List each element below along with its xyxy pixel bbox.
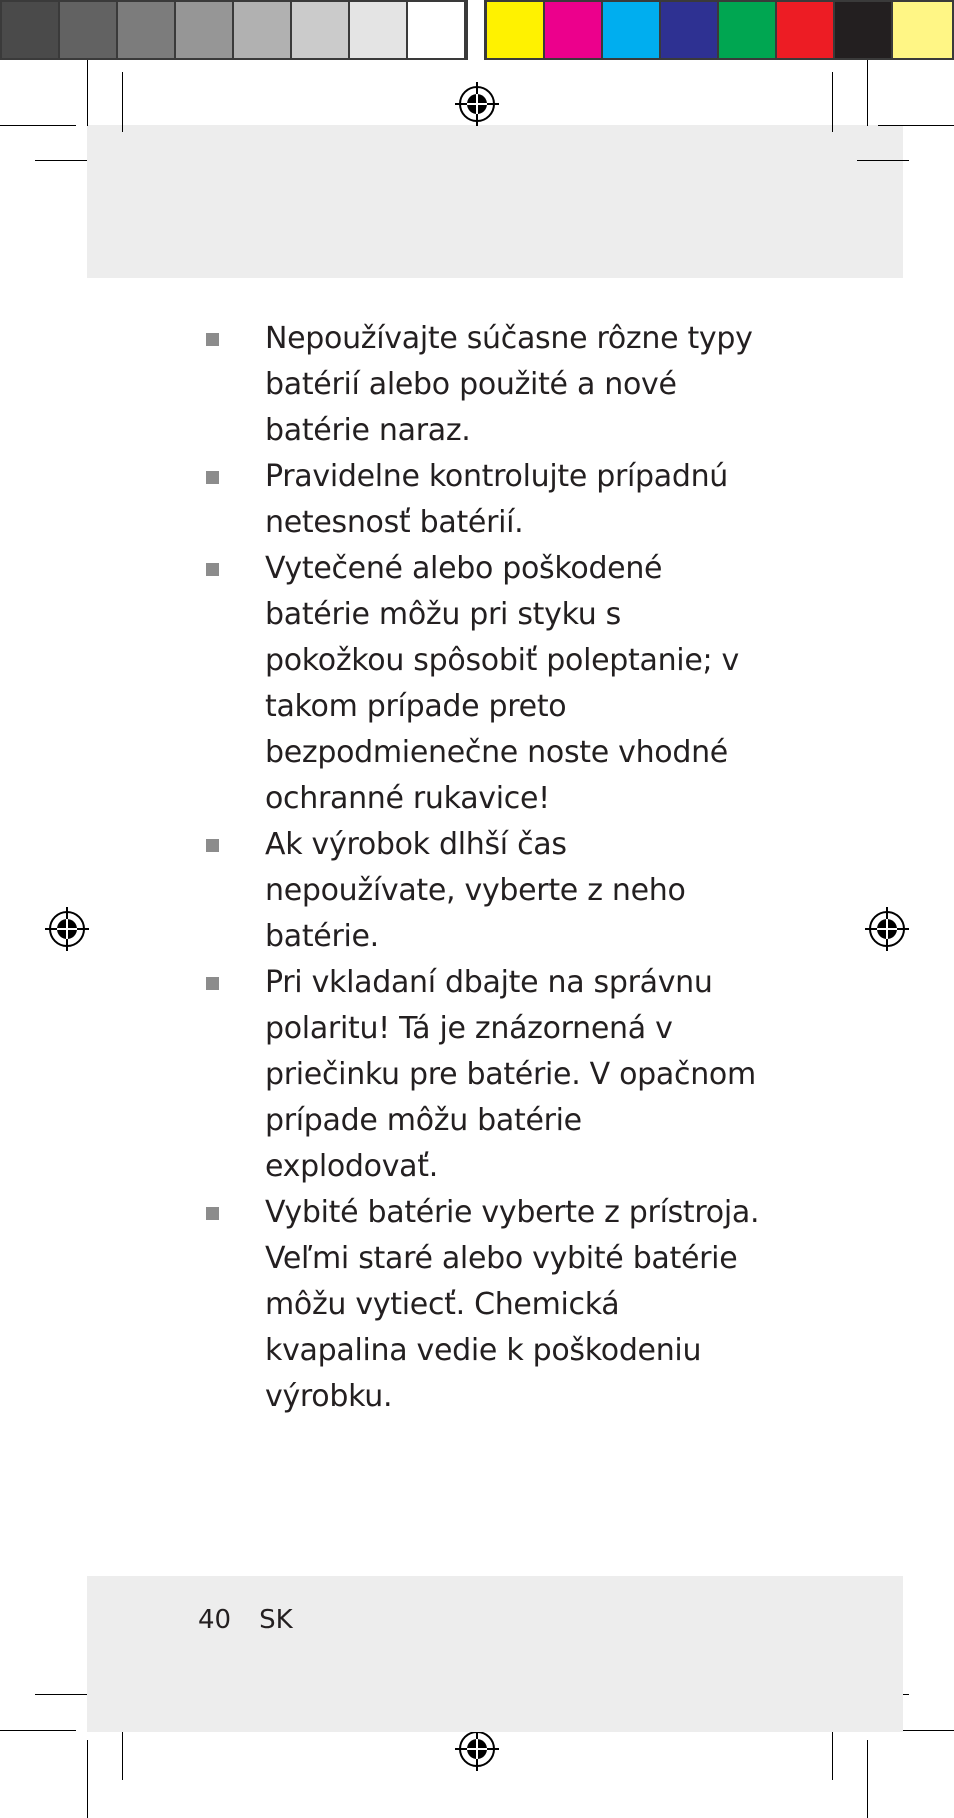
- color-swatch: [603, 2, 659, 58]
- crop-mark: [0, 125, 76, 126]
- color-swatch: [777, 2, 833, 58]
- header-band: [87, 125, 903, 278]
- square-bullet-icon: [206, 471, 219, 484]
- registration-mark-icon: [43, 905, 91, 953]
- gray-swatch: [234, 2, 290, 58]
- list-item-text: Vybité batérie vyberte z prístroja. Veľmi staré alebo vybité batérie môžu vytiecť. Chemická kvapalina vedie k poškodeniu výrobku.: [265, 1195, 760, 1414]
- square-bullet-icon: [206, 977, 219, 990]
- crop-mark: [87, 1740, 88, 1818]
- safety-instructions: [200, 316, 760, 1420]
- list-item: [200, 316, 760, 454]
- list-item-text: Ak výrobok dlhší čas nepoužívate, vyberte z neho batérie.: [265, 827, 686, 954]
- crop-mark: [867, 60, 868, 126]
- square-bullet-icon: [206, 333, 219, 346]
- registration-mark-icon: [453, 80, 501, 128]
- crop-mark: [878, 125, 954, 126]
- color-swatch: [661, 2, 717, 58]
- registration-mark-icon: [453, 1725, 501, 1773]
- square-bullet-icon: [206, 1207, 219, 1220]
- gray-swatch: [60, 2, 116, 58]
- registration-mark-icon: [863, 905, 911, 953]
- gray-swatch: [350, 2, 406, 58]
- list-item-text: Vytečené alebo poškodené batérie môžu pri styku s pokožkou spôsobiť poleptanie; v takom prípade preto bezpodmienečne noste vhodné ochranné rukavice!: [265, 551, 739, 816]
- gray-swatch: [2, 2, 58, 58]
- list-item: [200, 454, 760, 546]
- crop-mark: [857, 160, 909, 161]
- crop-mark: [87, 60, 88, 126]
- color-swatch: [719, 2, 775, 58]
- gray-swatch: [292, 2, 348, 58]
- page-number: 40: [198, 1605, 232, 1635]
- page-footer: [198, 1605, 321, 1635]
- square-bullet-icon: [206, 563, 219, 576]
- crop-mark: [35, 1694, 87, 1695]
- gray-swatch: [118, 2, 174, 58]
- list-item: [200, 546, 760, 822]
- color-swatch: [835, 2, 891, 58]
- crop-mark: [832, 72, 833, 132]
- crop-mark: [867, 1740, 868, 1818]
- list-item: [200, 960, 760, 1190]
- crop-mark: [0, 1730, 76, 1731]
- color-swatch: [893, 2, 952, 58]
- square-bullet-icon: [206, 839, 219, 852]
- bullet-list: [200, 316, 760, 1420]
- gray-swatch: [176, 2, 232, 58]
- crop-mark: [35, 160, 87, 161]
- color-swatch: [487, 2, 543, 58]
- language-code: SK: [259, 1605, 293, 1635]
- crop-mark: [122, 72, 123, 132]
- list-item: [200, 1190, 760, 1420]
- color-calibration-bar: [0, 0, 954, 60]
- list-item: [200, 822, 760, 960]
- color-swatch: [545, 2, 601, 58]
- list-item-text: Pri vkladaní dbajte na správnu polaritu! Tá je znázornená v priečinku pre batérie. V opačnom prípade môžu batérie explodovať.: [265, 965, 756, 1184]
- list-item-text: Nepoužívajte súčasne rôzne typy batérií alebo použité a nové batérie naraz.: [265, 321, 753, 448]
- footer-band: [87, 1576, 903, 1732]
- gray-swatch: [408, 2, 464, 58]
- list-item-text: Pravidelne kontrolujte prípadnú netesnosť batérií.: [265, 459, 729, 540]
